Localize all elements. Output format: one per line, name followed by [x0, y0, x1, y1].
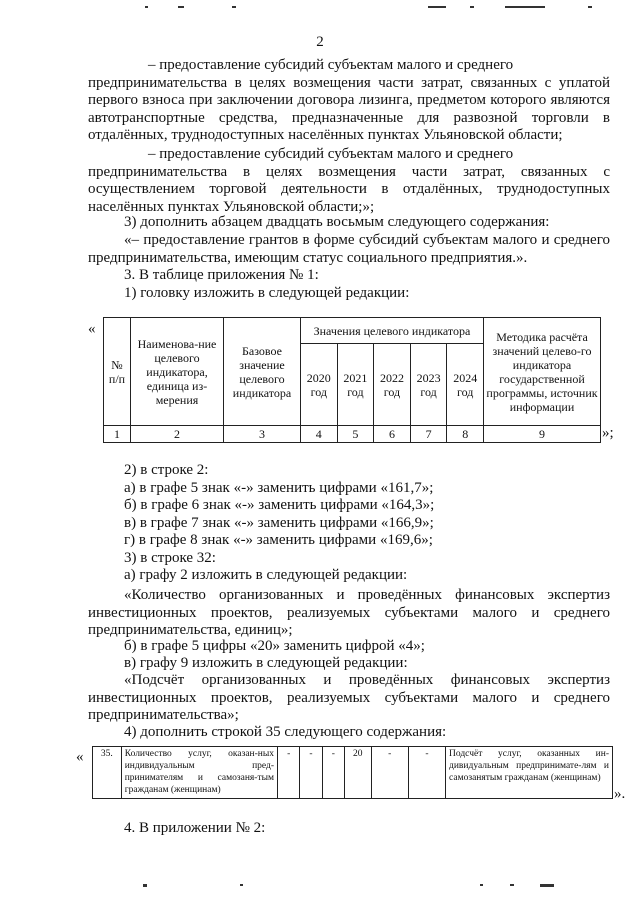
year-2024: 2024 год — [447, 344, 484, 426]
text-line: – предоставление субсидий субъектам малого и среднего — [148, 57, 514, 73]
col-number: 1 — [104, 426, 131, 443]
year-2022: 2022 год — [374, 344, 411, 426]
table1-close-quote: »; — [602, 425, 614, 441]
paragraph-header-edit: 1) головку изложить в следующей редакции: — [124, 285, 410, 301]
row35-base: - — [278, 747, 300, 799]
col-num-header: № п/п — [104, 318, 131, 426]
text-block: предпринимательства в целях возмещения части затрат, связанных с осуществлением торговой деятельности в отдалённых, труднодоступных населённых пунктах Ульяновской области;»; — [88, 163, 610, 215]
paragraph-table-appendix1: 3. В таблице приложения № 1: — [124, 267, 319, 283]
table2-close-quote: ». — [614, 786, 626, 802]
col-number: 5 — [337, 426, 374, 443]
col-values-header: Значения целевого индикатора — [301, 318, 484, 344]
row35-2020: - — [300, 747, 322, 799]
paragraph-subsidy-trade — [88, 146, 610, 216]
list-item: а) в графе 5 знак «-» заменить цифрами «161,7»; — [124, 479, 434, 496]
col-method-header: Методика расчёта значений целево-го индикатора государственной программы, источник информации — [484, 318, 601, 426]
list-item: 3) в строке 32: — [124, 549, 216, 566]
table1-open-quote: « — [88, 321, 96, 337]
col-number: 2 — [131, 426, 224, 443]
col-number: 9 — [484, 426, 601, 443]
bottom-scan-marks — [0, 884, 640, 892]
top-scan-marks — [0, 6, 640, 14]
row35-name: Количество услуг, оказан-ных индивидуальным пред-принимателям и самозаня-тым гражданам (женщинам) — [121, 747, 277, 799]
list-item: в) в графе 7 знак «-» заменить цифрами «166,9»; — [124, 514, 434, 531]
row35-2023: - — [371, 747, 408, 799]
list-item: а) графу 2 изложить в следующей редакции: — [124, 567, 408, 583]
list-item: г) в графе 8 знак «-» заменить цифрами «169,6»; — [124, 532, 433, 548]
quote-count-method: «Подсчёт организованных и проведённых финансовых экспертиз инвестиционных проектов, реализуемых субъектами малого и среднего предпринимательства»; — [88, 672, 610, 723]
item-4-add-row35: 4) дополнить строкой 35 следующего содержания: — [124, 724, 447, 740]
paragraph-grants: «– предоставление грантов в форме субсидий субъектам малого и среднего предпринимательства, имеющим статус социального предприятия.». — [88, 232, 610, 266]
year-2023: 2023 год — [410, 344, 447, 426]
row35-number: 35. — [93, 747, 122, 799]
list-row2 — [88, 462, 610, 585]
item-b-column5: б) в графе 5 цифры «20» заменить цифрой «4»; — [124, 638, 425, 654]
col-base-header: Базовое значение целевого индикатора — [224, 318, 301, 426]
section-appendix2: 4. В приложении № 2: — [124, 820, 266, 836]
table1-header — [103, 317, 601, 443]
list-item: 2) в строке 2: — [124, 462, 209, 478]
row35-2024: - — [408, 747, 445, 799]
paragraph-subsidy-leasing — [88, 57, 610, 145]
row35-method: Подсчёт услуг, оказанных ин-дивидуальным предпринимате-лям и самозанятым гражданам (женщинам) — [446, 747, 613, 799]
col-number: 6 — [374, 426, 411, 443]
col-number: 3 — [224, 426, 301, 443]
year-2021: 2021 год — [337, 344, 374, 426]
text-block: предпринимательства в целях возмещения части затрат, связанных с уплатой первого взноса при заключении договора лизинга, предметом которого являются автотранспортные средства, предназначенные для развозной торговли в отдалённых, труднодоступных населённых пунктах Ульяновской области; — [88, 74, 610, 143]
text-line: – предоставление субсидий субъектам малого и среднего — [148, 146, 514, 162]
row35-2021: - — [322, 747, 344, 799]
year-2020: 2020 год — [301, 344, 338, 426]
col-name-header: Наименова-ние целевого индикатора, единица из-мерения — [131, 318, 224, 426]
page-number: 2 — [316, 34, 324, 50]
col-number: 4 — [301, 426, 338, 443]
col-number: 7 — [410, 426, 447, 443]
table2-row35 — [92, 746, 613, 799]
table2-open-quote: « — [76, 749, 84, 765]
row35-2022: 20 — [345, 747, 372, 799]
quote-count-expertise: «Количество организованных и проведённых финансовых экспертиз инвестиционных проектов, реализуемых субъектами малого и среднего предпринимательства, единиц»; — [88, 587, 610, 638]
item-v-column9: в) графу 9 изложить в следующей редакции: — [124, 655, 408, 671]
list-item: б) в графе 6 знак «-» заменить цифрами «164,3»; — [124, 497, 435, 513]
col-number: 8 — [447, 426, 484, 443]
paragraph-add-28: 3) дополнить абзацем двадцать восьмым следующего содержания: — [124, 214, 550, 230]
